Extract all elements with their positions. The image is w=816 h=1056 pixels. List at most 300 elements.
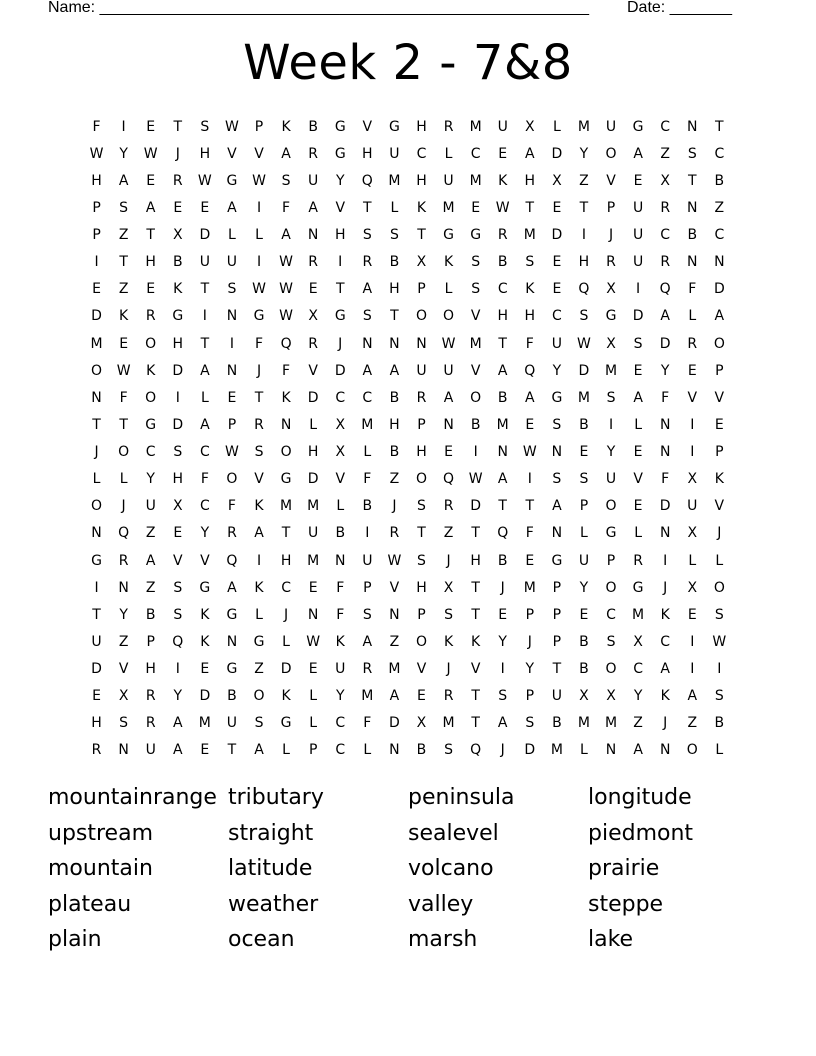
grid-letter: V	[362, 118, 373, 135]
grid-letter: B	[687, 227, 698, 244]
grid-row	[83, 384, 733, 411]
grid-letter: Y	[119, 606, 128, 623]
grid-letter: B	[714, 715, 725, 732]
grid-letter: R	[145, 308, 156, 325]
grid-letter: V	[254, 471, 264, 488]
grid-letter: U	[335, 661, 346, 678]
grid-letter: M	[198, 715, 211, 732]
grid-letter: K	[443, 254, 454, 271]
grid-letter: E	[173, 199, 183, 216]
word-list-item: plateau	[48, 891, 132, 917]
grid-letter: G	[334, 118, 346, 135]
grid-letter: R	[145, 715, 156, 732]
grid-letter: J	[500, 579, 505, 596]
grid-letter: C	[281, 579, 291, 596]
grid-letter: P	[92, 199, 101, 216]
grid-letter: A	[145, 199, 156, 216]
grid-letter: N	[714, 254, 725, 271]
grid-letter: U	[226, 715, 238, 732]
grid-letter: X	[552, 172, 562, 189]
grid-letter: M	[550, 742, 563, 759]
grid-letter: Q	[118, 525, 130, 542]
grid-letter: S	[362, 606, 372, 623]
grid-letter: J	[256, 362, 262, 379]
grid-letter: G	[605, 308, 617, 325]
grid-letter: T	[579, 199, 589, 216]
grid-letter: I	[175, 389, 180, 406]
grid-letter: E	[200, 742, 210, 759]
grid-letter: I	[636, 281, 641, 298]
word-search-grid	[83, 113, 733, 764]
grid-letter: L	[336, 498, 345, 515]
grid-letter: A	[172, 715, 183, 732]
grid-letter: A	[254, 742, 264, 759]
grid-letter: X	[172, 498, 183, 515]
grid-letter: W	[441, 335, 456, 352]
grid-letter: X	[335, 416, 346, 433]
page-title: Week 2 - 7&8	[243, 35, 573, 91]
grid-letter: T	[525, 199, 535, 216]
grid-letter: J	[663, 579, 668, 596]
grid-letter: W	[577, 335, 591, 352]
grid-letter: U	[632, 254, 644, 271]
grid-letter: H	[172, 471, 184, 488]
grid-letter: U	[226, 254, 238, 271]
grid-letter: C	[714, 145, 725, 162]
grid-letter: G	[280, 471, 292, 488]
grid-letter: U	[578, 552, 590, 569]
grid-letter: P	[552, 606, 562, 623]
grid-letter: N	[118, 579, 129, 596]
grid-letter: I	[175, 661, 180, 678]
grid-letter: N	[551, 444, 563, 461]
grid-letter: N	[389, 742, 400, 759]
grid-row	[83, 737, 733, 764]
grid-letter: D	[307, 389, 319, 406]
grid-letter: T	[119, 416, 128, 433]
grid-letter: J	[663, 715, 668, 732]
grid-letter: W	[225, 444, 239, 461]
grid-row	[83, 330, 733, 357]
word-list-item: tributary	[228, 785, 324, 810]
grid-letter: Z	[714, 199, 725, 216]
grid-letter: N	[687, 254, 698, 271]
word-list-item: volcano	[408, 856, 494, 882]
grid-letter: G	[551, 389, 563, 406]
grid-letter: O	[253, 688, 265, 705]
grid-letter: H	[334, 227, 346, 244]
grid-letter: X	[443, 579, 454, 596]
grid-letter: E	[552, 281, 562, 298]
grid-letter: C	[606, 606, 616, 623]
grid-row	[83, 520, 733, 547]
grid-letter: E	[308, 281, 318, 298]
grid-row	[83, 249, 733, 276]
grid-letter: E	[92, 688, 101, 705]
grid-letter: K	[525, 281, 535, 298]
grid-letter: B	[470, 416, 481, 433]
grid-letter: I	[690, 416, 695, 433]
grid-letter: O	[91, 498, 103, 515]
grid-letter: V	[470, 308, 481, 325]
grid-letter: V	[389, 579, 400, 596]
grid-letter: S	[119, 715, 129, 732]
grid-letter: Z	[145, 579, 156, 596]
grid-letter: F	[363, 471, 372, 488]
grid-letter: I	[256, 254, 262, 271]
grid-letter: D	[632, 308, 644, 325]
grid-letter: G	[632, 579, 644, 596]
grid-letter: T	[552, 661, 562, 678]
date-field-label: Date: _______	[627, 0, 732, 16]
grid-letter: A	[660, 661, 670, 678]
grid-row	[83, 276, 733, 303]
grid-letter: I	[500, 661, 505, 678]
grid-letter: A	[118, 172, 129, 189]
grid-letter: S	[173, 579, 183, 596]
word-list-item: prairie	[588, 856, 660, 882]
grid-letter: D	[91, 308, 102, 325]
grid-letter: L	[363, 742, 372, 759]
grid-letter: H	[280, 552, 292, 569]
grid-letter: H	[362, 145, 373, 162]
grid-letter: S	[579, 308, 589, 325]
grid-letter: S	[471, 254, 481, 271]
grid-letter: K	[146, 362, 156, 379]
grid-letter: G	[280, 715, 292, 732]
grid-letter: Y	[146, 471, 155, 488]
grid-letter: M	[442, 199, 455, 216]
grid-letter: F	[92, 118, 101, 135]
grid-letter: C	[660, 118, 671, 135]
grid-letter: Y	[119, 145, 128, 162]
grid-letter: R	[660, 199, 671, 216]
grid-letter: J	[94, 444, 99, 461]
grid-letter: A	[525, 389, 535, 406]
grid-letter: Z	[118, 281, 129, 298]
grid-letter: H	[470, 552, 481, 569]
grid-letter: U	[632, 199, 644, 216]
grid-letter: K	[416, 199, 427, 216]
grid-letter: M	[604, 362, 618, 379]
grid-letter: S	[254, 715, 264, 732]
grid-letter: V	[335, 471, 346, 488]
grid-letter: D	[280, 661, 292, 678]
grid-letter: I	[121, 118, 126, 135]
grid-letter: U	[145, 498, 156, 515]
grid-letter: C	[335, 389, 346, 406]
grid-letter: B	[579, 661, 589, 678]
grid-letter: O	[91, 362, 103, 379]
grid-letter: P	[715, 362, 724, 379]
grid-letter: Q	[470, 742, 482, 759]
grid-letter: A	[389, 688, 400, 705]
grid-letter: O	[118, 444, 130, 461]
grid-letter: V	[200, 552, 210, 569]
grid-letter: T	[92, 416, 101, 433]
grid-letter: C	[145, 444, 156, 461]
grid-letter: M	[469, 172, 482, 189]
grid-letter: U	[308, 172, 319, 189]
grid-letter: U	[551, 335, 562, 352]
grid-letter: I	[229, 335, 234, 352]
grid-letter: I	[256, 199, 262, 216]
grid-letter: A	[254, 525, 264, 542]
grid-letter: B	[552, 715, 562, 732]
grid-letter: L	[552, 118, 561, 135]
grid-letter: E	[525, 552, 535, 569]
grid-letter: Z	[443, 525, 454, 542]
grid-letter: O	[713, 579, 725, 596]
grid-letter: W	[495, 199, 510, 216]
grid-letter: A	[443, 389, 454, 406]
grid-letter: E	[200, 199, 210, 216]
grid-letter: S	[525, 715, 535, 732]
grid-letter: O	[605, 661, 617, 678]
grid-letter: L	[282, 742, 290, 759]
grid-letter: G	[226, 172, 238, 189]
grid-letter: B	[145, 606, 156, 623]
grid-letter: R	[687, 335, 698, 352]
grid-letter: H	[416, 172, 427, 189]
grid-letter: A	[362, 281, 373, 298]
grid-letter: U	[632, 227, 644, 244]
grid-letter: T	[498, 335, 507, 352]
grid-letter: I	[690, 444, 695, 461]
grid-letter: G	[334, 145, 346, 162]
grid-letter: U	[497, 118, 508, 135]
grid-letter: U	[308, 525, 319, 542]
grid-letter: F	[661, 471, 670, 488]
grid-letter: M	[280, 498, 293, 515]
grid-letter: X	[308, 308, 318, 325]
grid-letter: Y	[525, 661, 535, 678]
grid-letter: S	[200, 118, 210, 135]
grid-letter: S	[687, 145, 697, 162]
grid-letter: A	[362, 362, 373, 379]
grid-letter: X	[687, 579, 698, 596]
grid-letter: T	[525, 498, 535, 515]
grid-letter: M	[469, 118, 482, 135]
grid-letter: M	[577, 715, 590, 732]
grid-letter: L	[715, 742, 724, 759]
grid-letter: X	[633, 633, 643, 650]
grid-letter: M	[604, 715, 618, 732]
grid-letter: E	[498, 145, 508, 162]
grid-letter: O	[605, 498, 617, 515]
grid-letter: G	[91, 552, 102, 569]
grid-letter: T	[227, 742, 237, 759]
grid-letter: X	[660, 172, 670, 189]
grid-letter: Q	[280, 335, 292, 352]
grid-letter: O	[443, 308, 455, 325]
grid-letter: O	[713, 335, 725, 352]
grid-letter: D	[659, 498, 671, 515]
grid-letter: D	[659, 335, 671, 352]
grid-letter: U	[687, 498, 698, 515]
grid-letter: R	[362, 661, 373, 678]
grid-letter: U	[443, 362, 454, 379]
grid-letter: V	[687, 389, 698, 406]
grid-letter: N	[497, 444, 508, 461]
grid-letter: A	[497, 471, 508, 488]
grid-letter: F	[282, 362, 291, 379]
grid-letter: V	[714, 498, 725, 515]
grid-letter: S	[389, 227, 399, 244]
grid-letter: S	[714, 688, 724, 705]
grid-row	[83, 628, 733, 655]
grid-letter: M	[469, 335, 482, 352]
grid-letter: T	[471, 579, 480, 596]
word-list-column	[228, 780, 408, 958]
word-list-item: upstream	[48, 820, 154, 846]
grid-letter: L	[92, 471, 101, 488]
grid-letter: N	[307, 606, 319, 623]
grid-letter: C	[416, 145, 427, 162]
grid-letter: I	[527, 471, 532, 488]
grid-letter: M	[388, 172, 401, 189]
grid-letter: E	[552, 254, 562, 271]
grid-letter: F	[336, 579, 345, 596]
grid-letter: E	[227, 389, 237, 406]
grid-letter: P	[92, 227, 101, 244]
word-list-item: peninsula	[408, 785, 515, 810]
grid-letter: K	[660, 688, 670, 705]
word-list-item: ocean	[228, 927, 295, 953]
grid-letter: U	[443, 172, 454, 189]
grid-letter: L	[688, 308, 697, 325]
grid-letter: M	[632, 606, 645, 623]
grid-letter: L	[119, 471, 128, 488]
grid-letter: H	[389, 281, 400, 298]
word-list-item: plain	[48, 927, 102, 953]
grid-letter: V	[172, 552, 183, 569]
grid-letter: Q	[578, 281, 590, 298]
grid-letter: H	[524, 172, 536, 189]
grid-letter: T	[687, 172, 697, 189]
grid-letter: L	[309, 688, 318, 705]
grid-letter: S	[606, 633, 616, 650]
word-list-item: longitude	[588, 785, 692, 810]
grid-letter: D	[389, 715, 400, 732]
grid-letter: I	[338, 254, 343, 271]
grid-letter: W	[279, 281, 293, 298]
grid-letter: E	[633, 498, 643, 515]
grid-letter: Y	[579, 579, 589, 596]
grid-letter: T	[119, 254, 128, 271]
grid-letter: H	[145, 661, 156, 678]
grid-letter: B	[497, 552, 508, 569]
grid-letter: S	[498, 688, 508, 705]
grid-letter: E	[633, 172, 643, 189]
grid-letter: G	[605, 525, 617, 542]
grid-letter: R	[633, 552, 643, 569]
grid-letter: P	[525, 688, 535, 705]
grid-letter: K	[281, 389, 291, 406]
grid-letter: X	[579, 688, 589, 705]
grid-letter: X	[172, 227, 183, 244]
grid-letter: G	[172, 308, 184, 325]
grid-letter: L	[255, 606, 263, 623]
grid-letter: Y	[335, 172, 345, 189]
grid-letter: U	[199, 254, 210, 271]
grid-letter: E	[308, 579, 318, 596]
grid-letter: D	[713, 281, 725, 298]
grid-letter: Z	[389, 633, 400, 650]
grid-letter: E	[579, 444, 589, 461]
grid-letter: O	[415, 308, 427, 325]
grid-letter: K	[281, 688, 291, 705]
grid-letter: R	[389, 525, 400, 542]
grid-letter: F	[525, 335, 534, 352]
grid-letter: W	[712, 633, 727, 650]
grid-letter: B	[308, 118, 318, 135]
grid-letter: F	[254, 335, 264, 352]
grid-letter: E	[308, 661, 318, 678]
grid-letter: Y	[498, 633, 507, 650]
grid-letter: L	[200, 389, 209, 406]
grid-letter: G	[145, 416, 157, 433]
grid-letter: S	[417, 552, 426, 569]
grid-letter: J	[338, 335, 343, 352]
grid-letter: X	[335, 444, 346, 461]
grid-letter: C	[714, 227, 725, 244]
grid-row	[83, 167, 733, 194]
grid-letter: B	[579, 416, 589, 433]
grid-letter: K	[254, 498, 264, 515]
grid-letter: V	[118, 661, 129, 678]
grid-letter: L	[390, 199, 399, 216]
grid-letter: Z	[145, 525, 156, 542]
grid-letter: H	[578, 254, 590, 271]
grid-row	[83, 466, 733, 493]
grid-letter: E	[579, 606, 589, 623]
word-list-column	[408, 780, 588, 958]
grid-letter: R	[308, 335, 319, 352]
grid-letter: O	[145, 389, 157, 406]
grid-letter: P	[417, 416, 426, 433]
grid-letter: N	[687, 199, 698, 216]
grid-letter: D	[172, 362, 184, 379]
grid-row	[83, 601, 733, 628]
grid-letter: L	[228, 227, 236, 244]
grid-letter: K	[443, 633, 454, 650]
grid-letter: A	[525, 145, 535, 162]
grid-letter: N	[335, 552, 346, 569]
grid-letter: E	[119, 335, 129, 352]
grid-letter: W	[279, 254, 293, 271]
grid-letter: R	[118, 552, 129, 569]
grid-letter: E	[498, 606, 508, 623]
grid-row	[83, 194, 733, 221]
grid-letter: A	[497, 715, 508, 732]
grid-letter: Q	[361, 172, 373, 189]
grid-letter: D	[172, 416, 184, 433]
grid-letter: B	[389, 444, 400, 461]
grid-letter: P	[254, 118, 264, 135]
grid-row	[83, 303, 733, 330]
grid-letter: N	[659, 742, 671, 759]
grid-letter: M	[523, 227, 536, 244]
grid-letter: C	[335, 715, 346, 732]
grid-letter: A	[281, 145, 291, 162]
grid-letter: X	[606, 281, 616, 298]
grid-letter: Z	[389, 471, 400, 488]
grid-letter: I	[663, 552, 668, 569]
grid-letter: O	[605, 145, 617, 162]
grid-letter: L	[282, 633, 290, 650]
grid-letter: S	[552, 471, 562, 488]
